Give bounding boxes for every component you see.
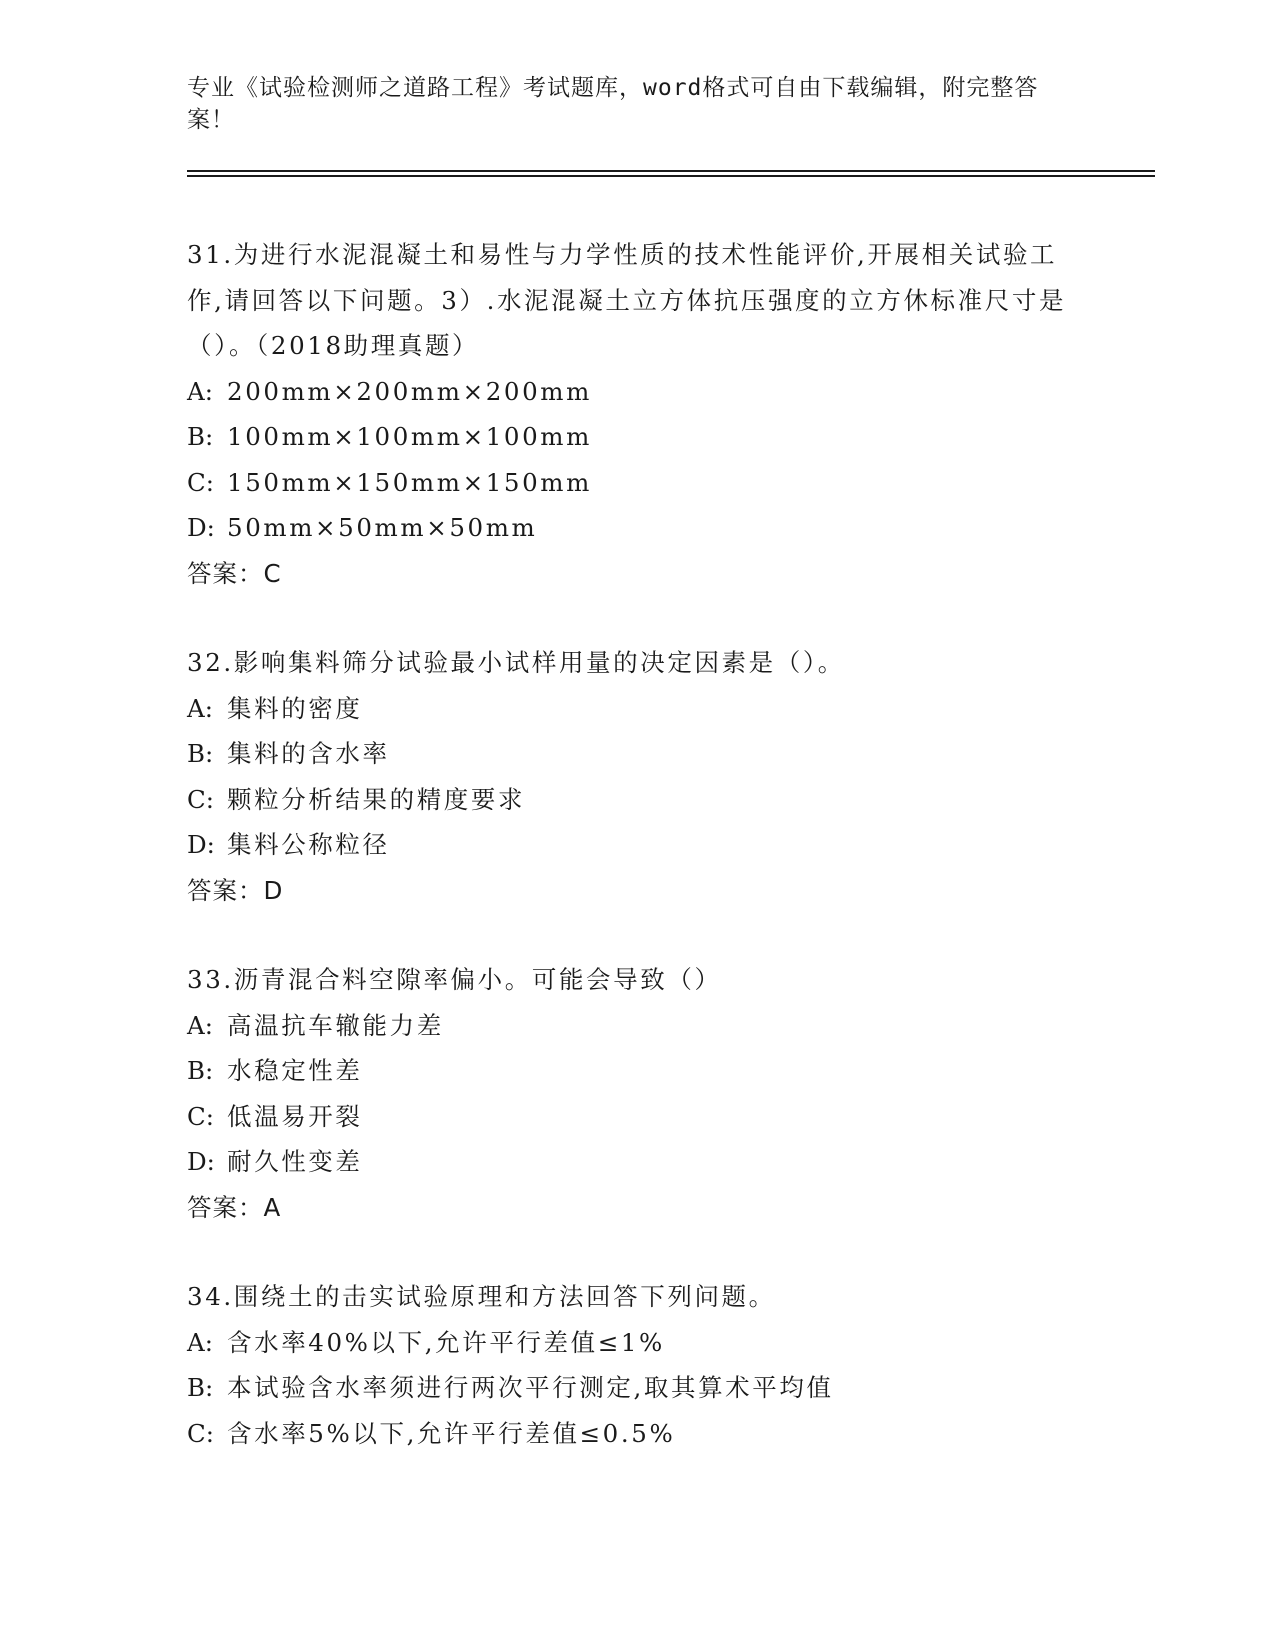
option-text: 低温易开裂 (227, 1101, 363, 1131)
option-text: 含水率5%以下,允许平行差值≤0.5% (227, 1418, 676, 1448)
option-text: 50mm×50mm×50mm (227, 513, 538, 542)
option-letter: D: (187, 513, 215, 542)
option-text: 含水率40%以下,允许平行差值≤1% (227, 1327, 665, 1357)
option-a (187, 1320, 1087, 1366)
header-divider-top (187, 170, 1155, 172)
question-stem: 32.影响集料筛分试验最小试样用量的决定因素是（）。 (187, 648, 845, 677)
option-letter: B: (187, 422, 214, 451)
question-34 (187, 1274, 1087, 1456)
option-letter: C: (187, 1101, 215, 1131)
question-stem: 34.围绕土的击实试验原理和方法回答下列问题。 (187, 1282, 776, 1311)
option-b (187, 731, 1087, 777)
option-letter: C: (187, 784, 215, 814)
option-a (187, 369, 1087, 415)
option-text: 本试验含水率须进行两次平行测定,取其算术平均值 (227, 1373, 834, 1402)
option-text: 200mm×200mm×200mm (227, 376, 592, 406)
option-c (187, 1094, 1087, 1140)
option-d (187, 822, 1087, 868)
option-letter: A: (187, 376, 213, 406)
option-text: 耐久性变差 (227, 1147, 363, 1176)
question-stem: 31.为进行水泥混凝土和易性与力学性质的技术性能评价,开展相关试验工作,请回答以下问题。3）.水泥混凝土立方体抗压强度的立方休标准尺寸是（）。（2018助理真题） (187, 240, 1067, 360)
option-letter: C: (187, 1418, 215, 1448)
option-b (187, 1048, 1087, 1094)
option-text: 集料的含水率 (227, 739, 390, 768)
option-letter: C: (187, 467, 215, 497)
option-letter: D: (187, 1147, 215, 1176)
option-d (187, 505, 1087, 551)
option-a (187, 1003, 1087, 1049)
option-letter: D: (187, 830, 215, 859)
option-letter: A: (187, 1327, 213, 1357)
option-text: 150mm×150mm×150mm (227, 467, 592, 497)
option-a (187, 686, 1087, 732)
option-text: 集料公称粒径 (227, 830, 390, 859)
header-divider-bottom (187, 175, 1155, 177)
option-text: 100mm×100mm×100mm (227, 422, 592, 451)
question-32 (187, 640, 1087, 913)
option-b (187, 1365, 1087, 1411)
option-c (187, 777, 1087, 823)
answer-line: 答案：D (187, 875, 284, 905)
option-text: 集料的密度 (227, 693, 363, 723)
option-b (187, 414, 1087, 460)
question-31 (187, 232, 1087, 596)
answer-line: 答案：C (187, 558, 282, 588)
document-header: 专业《试验检测师之道路工程》考试题库，word格式可自由下载编辑，附完整答案！ (187, 75, 1039, 133)
question-33 (187, 957, 1087, 1230)
option-letter: A: (187, 693, 213, 723)
option-letter: B: (187, 739, 214, 768)
option-text: 颗粒分析结果的精度要求 (227, 784, 526, 814)
option-letter: B: (187, 1373, 214, 1402)
option-text: 水稳定性差 (227, 1056, 363, 1085)
option-letter: B: (187, 1056, 214, 1085)
option-letter: A: (187, 1010, 213, 1040)
option-c (187, 1411, 1087, 1457)
question-list (187, 232, 1087, 1500)
answer-line: 答案：A (187, 1192, 282, 1222)
option-text: 高温抗车辙能力差 (227, 1010, 444, 1040)
option-c (187, 460, 1087, 506)
option-d (187, 1139, 1087, 1185)
question-stem: 33.沥青混合料空隙率偏小。可能会导致（） (187, 965, 722, 994)
